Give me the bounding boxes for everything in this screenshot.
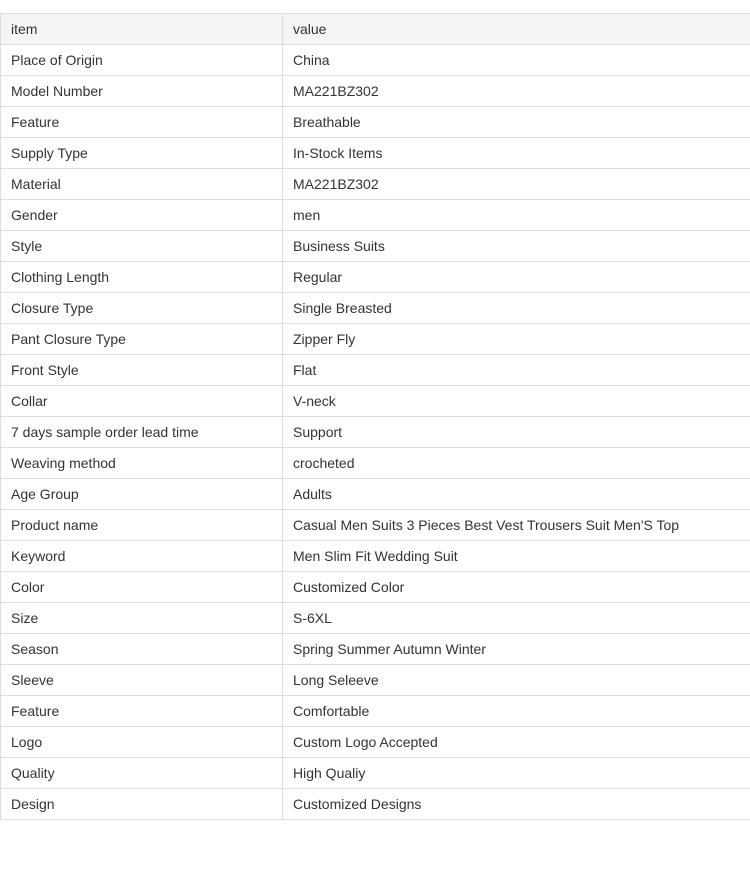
value-cell: MA221BZ302 [283,76,750,107]
value-cell: V-neck [283,386,750,417]
value-cell: Regular [283,262,750,293]
table-row [1,293,750,324]
item-cell: Style [1,231,283,262]
item-cell: Collar [1,386,283,417]
item-cell: Logo [1,727,283,758]
item-cell: Weaving method [1,448,283,479]
item-cell: Quality [1,758,283,789]
item-cell: 7 days sample order lead time [1,417,283,448]
item-cell: Product name [1,510,283,541]
value-cell: Adults [283,479,750,510]
value-cell: Customized Designs [283,789,750,820]
table-row [1,758,750,789]
value-cell: Comfortable [283,696,750,727]
table-row [1,510,750,541]
value-cell: men [283,200,750,231]
value-cell: Customized Color [283,572,750,603]
table-row [1,200,750,231]
table-row [1,696,750,727]
table-row [1,572,750,603]
value-cell: Business Suits [283,231,750,262]
table-row [1,386,750,417]
table-row [1,76,750,107]
header-item: item [1,14,283,45]
item-cell: Color [1,572,283,603]
item-cell: Feature [1,696,283,727]
item-cell: Design [1,789,283,820]
table-row [1,355,750,386]
item-cell: Size [1,603,283,634]
item-cell: Supply Type [1,138,283,169]
item-cell: Closure Type [1,293,283,324]
item-cell: Material [1,169,283,200]
value-cell: Spring Summer Autumn Winter [283,634,750,665]
value-cell: High Qualiy [283,758,750,789]
table-header-row [1,14,750,45]
table-row [1,169,750,200]
item-cell: Feature [1,107,283,138]
value-cell: Breathable [283,107,750,138]
item-cell: Keyword [1,541,283,572]
value-cell: Men Slim Fit Wedding Suit [283,541,750,572]
table-row [1,789,750,820]
item-cell: Place of Origin [1,45,283,76]
value-cell: S-6XL [283,603,750,634]
item-cell: Clothing Length [1,262,283,293]
value-cell: Long Seleeve [283,665,750,696]
table-row [1,231,750,262]
table-row [1,448,750,479]
table-row [1,107,750,138]
table-row [1,541,750,572]
item-cell: Front Style [1,355,283,386]
value-cell: MA221BZ302 [283,169,750,200]
table-row [1,45,750,76]
value-cell: Flat [283,355,750,386]
table-row [1,727,750,758]
table-row [1,324,750,355]
table-row [1,634,750,665]
table-row [1,417,750,448]
item-cell: Season [1,634,283,665]
value-cell: Casual Men Suits 3 Pieces Best Vest Trousers Suit Men'S Top [283,510,750,541]
table-row [1,603,750,634]
value-cell: Custom Logo Accepted [283,727,750,758]
item-cell: Pant Closure Type [1,324,283,355]
item-cell: Model Number [1,76,283,107]
table-row [1,665,750,696]
value-cell: Zipper Fly [283,324,750,355]
value-cell: Single Breasted [283,293,750,324]
spec-table-body [1,14,750,820]
value-cell: Support [283,417,750,448]
item-cell: Age Group [1,479,283,510]
value-cell: In-Stock Items [283,138,750,169]
product-spec-table [0,13,750,820]
item-cell: Sleeve [1,665,283,696]
table-row [1,138,750,169]
table-row [1,262,750,293]
table-row [1,479,750,510]
item-cell: Gender [1,200,283,231]
value-cell: China [283,45,750,76]
header-value: value [283,14,750,45]
value-cell: crocheted [283,448,750,479]
